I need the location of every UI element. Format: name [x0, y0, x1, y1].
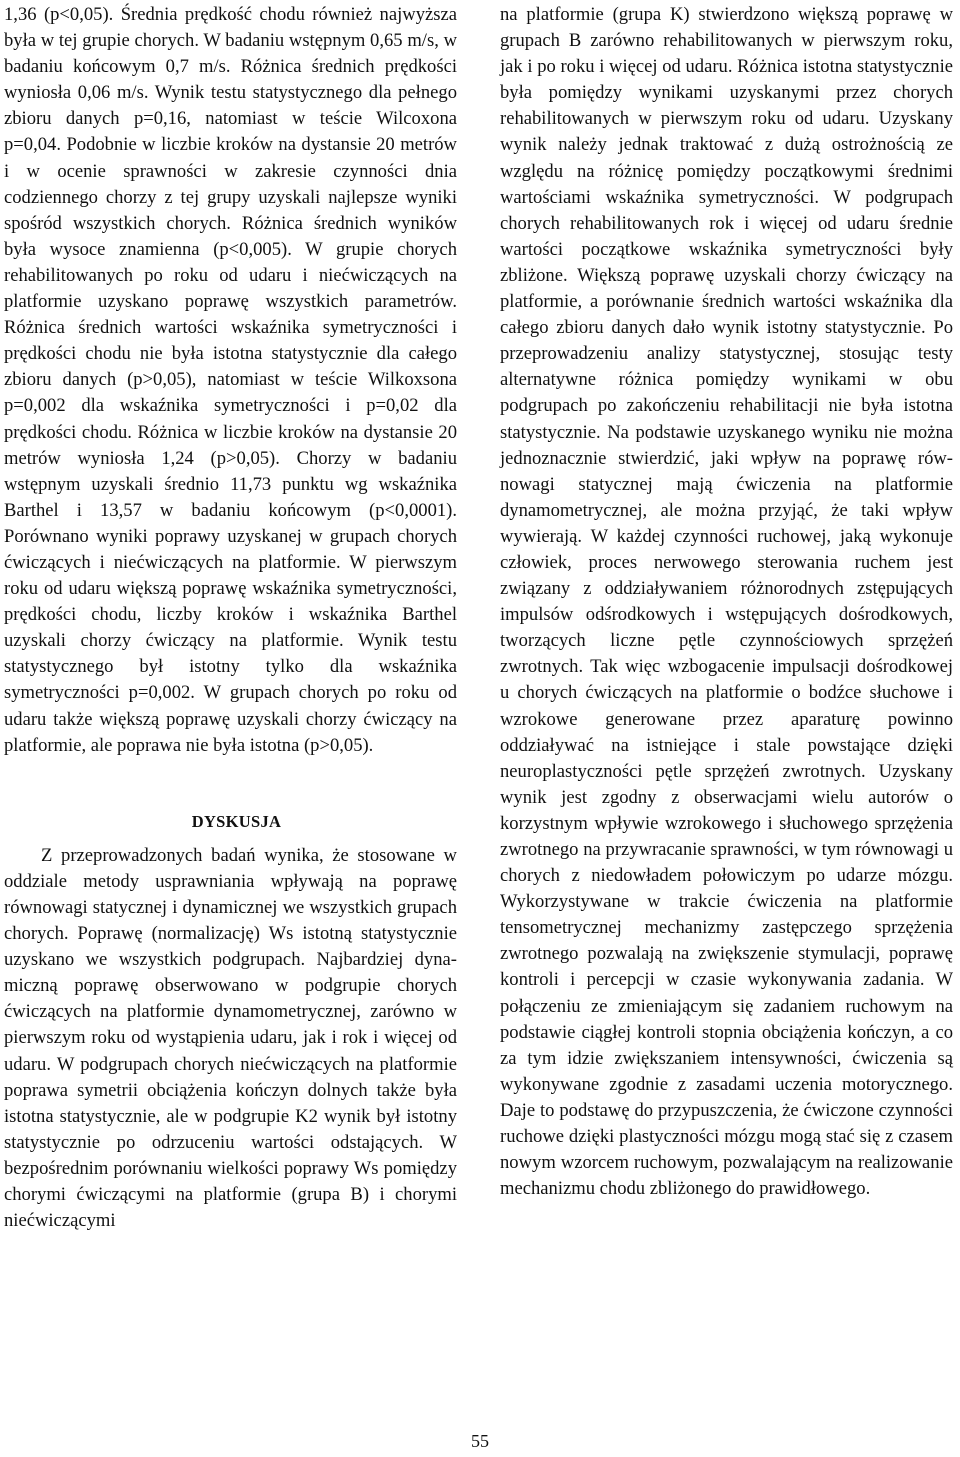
page-number: 55 — [471, 1431, 489, 1451]
section-heading: DYSKUSJA — [191, 811, 282, 831]
body-paragraph: 1,36 (p<0,05). Średnia prędkość chodu również najwyższa była w tej grupie chorych. W badaniu wstępnym 0,65 m/s, w badaniu końcowym 0,7 m/s. Różnica średnich prędkości wyniosła 0,06 m/s. Wynik testu statystycznego dla pełnego zbioru danych p=0,16, natomiast w teście Wilcoxona p=0,04. Podobnie w liczbie kroków na dystansie 20 metrów i w ocenie sprawności w zakresie czynności dnia codziennego chorzy z tej grupy uzyskali najlepsze wyniki spośród wszystkich chorych. Różnica średnich wyników była wysoce znamienna (p<0,005). W grupie chorych rehabilitowanych po roku od udaru i niećwiczących na platformie uzyskano poprawę wszystkich parametrów. Różnica średnich wartości wskaźnika symetryczności i prędkości chodu nie była istotna statystycznie dla całego zbioru danych (p>0,05), natomiast w teście Wilkoxsona p=0,002 dla wskaźnika symetryczności i p=0,02 dla prędkości chodu. Różnica w liczbie kroków na dystansie 20 metrów wyniosła 1,24 (p>0,05). Chorzy w badaniu wstępnym uzyskali średnio 11,73 punktu wg wskaźnika Barthel i 13,57 w badaniu końcowym (p<0,0001). Porównano wyniki poprawy uzyskanej w grupach chorych ćwiczących i niećwiczących na platformie. W pierwszym roku od udaru większą poprawę wskaźnika symetryczności, prędkości chodu, liczby kroków i wskaźnika Barthel uzyskali chorzy ćwiczący na platformie. Wynik testu statystycznego był istotny tylko dla wskaźnika symetryczności p=0,002. W grupach chorych po roku od udaru także większą poprawę uzyskali chorzy ćwiczący na platformie, ale poprawa nie była istotna (p>0,05). — [4, 4, 457, 756]
body-paragraph: na platformie (grupa K) stwierdzono większą poprawę w grupach B zarówno rehabilitowanych w pierwszym roku, jak i po roku i więcej od udaru. Różnica istotna statystycznie była pomiędzy wynikami uzyskanymi przez chorych rehabilitowanych w pierwszym roku od udaru. Uzyskany wynik należy jednak traktować z dużą ostrożnością ze względu na różnicę pomiędzy początkowymi średnimi wartościami wskaźnika symetryczności. W podgrupach chorych rehabilitowanych rok i więcej od udaru średnie wartości początkowe wskaźnika symetryczności były zbliżone. Większą poprawę uzyskali chorzy ćwiczący na platformie, a porównanie średnich wartości wskaźnika dla całego zbioru danych dało wynik istotny statystycznie. Po przeprowadzeniu analizy statystycznej, stosując testy alternatywne różnica pomiędzy wynikami w obu podgrupach po zakończeniu rehabilitacji nie była istotna statystycznie. Na podstawie uzyskanego wyniku nie można jednoznacznie stwierdzić, jaki wpływ na poprawę równowagi statycznej mają ćwiczenia na platformie dynamometrycznej, ale można przyjąć, że taki wpływ wywierają. W każdej czynności ruchowej, jaką wykonuje człowiek, proces nerwowego sterowania ruchem jest związany z oddziaływaniem różnorodnych zstępujących impulsów odśrodkowych i wstępujących dośrodkowych, tworzących liczne pętle czynnościowych sprzężeń zwrotnych. Tak więc wzbogacenie impulsacji dośrodkowej u chorych ćwiczących na platformie o bodźce słuchowe i wzrokowe generowane przez aparaturę powinno oddziaływać na istniejące i stale powstające dzięki neuroplastyczności pętle sprzężeń zwrotnych. Uzyskany wynik jest zgodny z obserwacjami wielu autorów o korzystnym wpływie wzrokowego i słuchowego sprzężenia zwrotnego na przywracanie sprawności, w tym równowagi u chorych z niedowładem połowiczym po udarze mózgu. Wykorzystywane w trakcie ćwiczenia na platformie tensometrycznej mechanizmy zastępczego sprzężenia zwrotnego pozwalają na zwiększenie stymulacji, poprawę kontroli i percepcji w czasie wykonywania zadania. W połączeniu ze zmieniającym się zadaniem ruchowym na podstawie ciągłej kontroli stopnia obciążenia kończyn, a co za tym idzie zwiększaniem intensywności, ćwiczenia są wykonywane zgodnie z zasadami uczenia motorycznego. Daje to podstawę do przypuszczenia, że ćwiczone czynności ruchowe dzięki plastyczności mózgu mogą stać się z czasem nowym wzorcem ruchowym, pozwalającym na realizowanie mechanizmu chodu zbliżonego do prawidłowego. — [500, 4, 953, 1200]
left-column — [4, 2, 457, 1234]
right-column — [500, 2, 953, 1202]
body-paragraph: Z przeprowadzonych badań wynika, że stosowane w oddziale metody usprawniania wpływają na poprawę równowagi statycznej i dynamicznej we wszystkich grupach chorych. Poprawę (normalizację) Ws istotną statystycznie uzyskano we wszystkich podgrupach. Najbardziej dynamiczną poprawę obserwowano w podgrupie chorych ćwiczących na platformie dynamometrycznej, zarówno w pierwszym roku od wystąpienia udaru, jak i rok i więcej od udaru. W podgrupach chorych niećwiczących na platformie poprawa symetrii obciążenia kończyn dolnych także była istotna statystycznie, ale w podgrupie K2 wynik był istotny statystycznie po odrzuceniu wartości odstających. W bezpośrednim porównaniu wielkości poprawy Ws pomiędzy chorymi ćwiczącymi na platformie (grupa B) i chorymi niećwiczącymi — [4, 844, 457, 1232]
